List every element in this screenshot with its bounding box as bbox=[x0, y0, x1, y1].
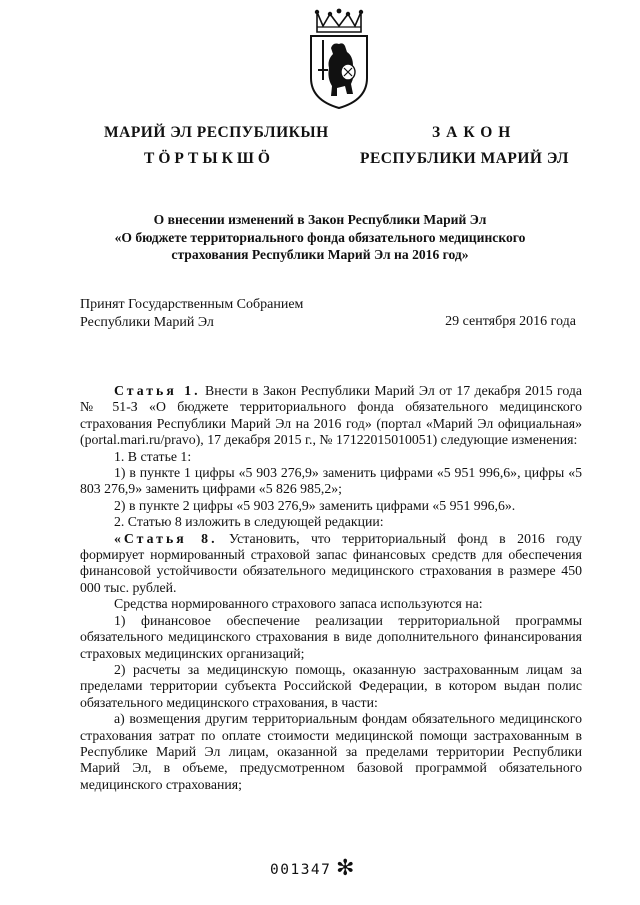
paragraph-item-2: 2. Статью 8 изложить в следующей редакции: bbox=[114, 514, 384, 530]
header-left-line2: ТӦРТЫКШӦ bbox=[144, 150, 274, 167]
adopted-block bbox=[80, 296, 303, 331]
reserve-usage-intro: Средства нормированного страхового запаса используются на: bbox=[114, 596, 483, 612]
asterisk-mark: ✻ bbox=[336, 856, 355, 881]
paragraph-item-1: 1. В статье 1: bbox=[114, 448, 192, 464]
adopted-line1: Принят Государственным Собранием bbox=[80, 297, 304, 312]
reserve-usage-item-1: 1) финансовое обеспечение реализации территориальной программы обязательного медицинского страхования в виде дополнительного финансирования страховых медицинских организаций; bbox=[80, 612, 582, 661]
header-right-line1: ЗАКОН bbox=[432, 124, 517, 141]
adopted-line2: Республики Марий Эл bbox=[80, 314, 214, 330]
reserve-usage-subitem-a: а) возмещения другим территориальным фондам обязательного медицинского страхования затрат по оплате стоимости медицинской помощи застрахованным в Республике Марий Эл лицам, оказанной за пределами территории Республики Марий Эл, в объеме, предусмотренном базовой программой обязательного медицинского страхования; bbox=[80, 711, 582, 792]
title-line1: О внесении изменений в Закон Республики Марий Эл bbox=[153, 212, 487, 227]
article-1-label: Статья 1. bbox=[114, 383, 201, 398]
paragraph-sub-1: 1) в пункте 1 цифры «5 903 276,9» заменить цифрами «5 951 996,6», цифры «5 803 276,9» заменить цифрами «5 826 985,2»; bbox=[80, 465, 582, 497]
title-line2: «О бюджете территориального фонда обязательного медицинского bbox=[114, 229, 526, 245]
article-1-text: Внести в Закон Республики Марий Эл от 17 декабря 2015 года № 51-З «О бюджете территориального фонда обязательного медицинского страхования Республики Марий Эл на 2016 год» (портал «Марий Эл официальная» (portal.mari.ru/pravo), 17 декабря 2015 г., № 17122015010051) следующие изменения: bbox=[80, 383, 582, 448]
header-left-line1: МАРИЙ ЭЛ РЕСПУБЛИКЫН bbox=[104, 124, 329, 141]
law-title bbox=[60, 211, 580, 264]
article-8-text: Установить, что территориальный фонд в 2016 году формирует нормированный страховой запас финансовых средств для обеспечения финансовой устойчивости обязательного медицинского страхования в размере 450 000 тыс. рублей. bbox=[80, 530, 582, 595]
coat-of-arms-emblem bbox=[303, 8, 375, 112]
article-1-paragraph bbox=[80, 383, 582, 449]
header-right-line2: РЕСПУБЛИКИ МАРИЙ ЭЛ bbox=[360, 150, 569, 167]
law-body bbox=[80, 383, 582, 793]
adopted-date: 29 сентября 2016 года bbox=[445, 314, 576, 329]
article-8-paragraph bbox=[80, 531, 582, 597]
reserve-usage-item-2: 2) расчеты за медицинскую помощь, оказанную застрахованным лицам за пределами территории субъекта Российской Федерации, в котором выдан полис обязательного медицинского страхования, в части: bbox=[80, 661, 582, 710]
article-8-label: «Статья 8. bbox=[114, 530, 218, 546]
document-number: 001347 bbox=[270, 862, 332, 878]
paragraph-sub-2: 2) в пункте 2 цифры «5 903 276,9» заменить цифрами «5 951 996,6». bbox=[114, 497, 516, 513]
title-line3: страхования Республики Марий Эл на 2016 год» bbox=[171, 247, 469, 262]
